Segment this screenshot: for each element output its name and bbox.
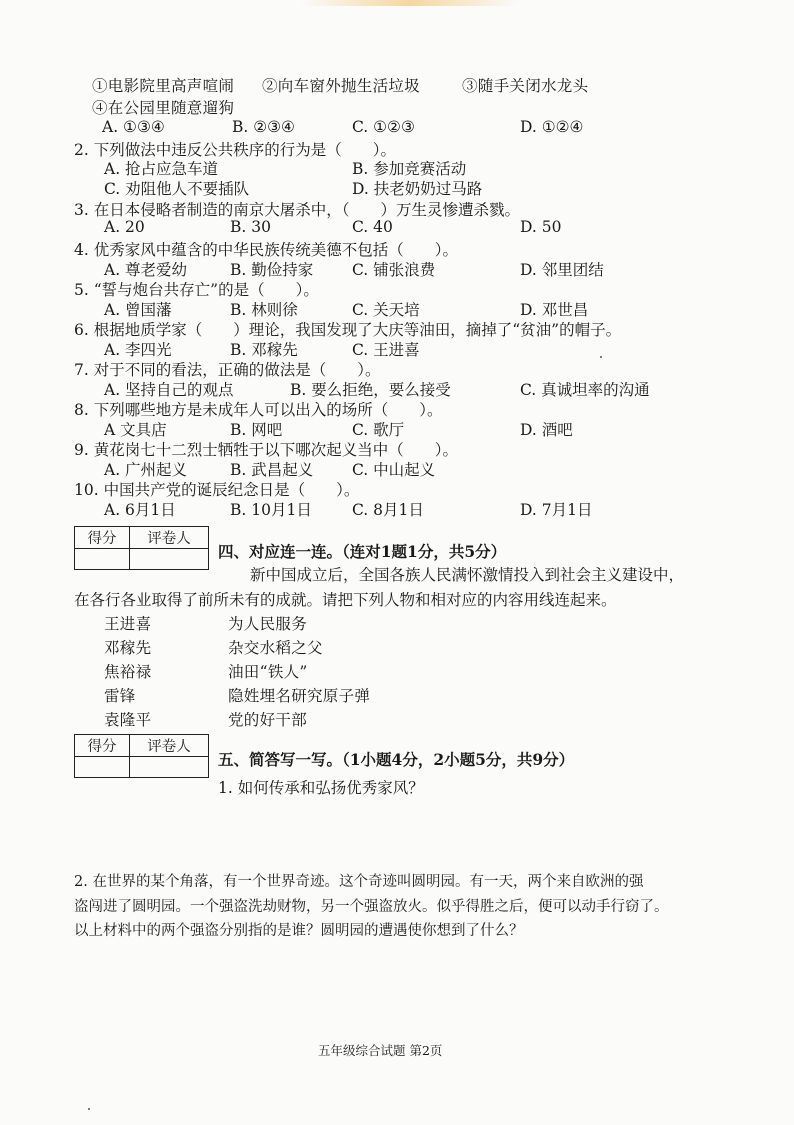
- q3-option-d: D. 50: [520, 218, 562, 236]
- q7-option-c: C. 真诚坦率的沟通: [520, 381, 650, 399]
- question-5: 5. “誓与炮台共存亡”的是（ ）。: [74, 281, 319, 299]
- q8-option-d: D. 酒吧: [520, 421, 573, 439]
- q4-option-b: B. 勤俭持家: [230, 261, 314, 279]
- score-table-section-4: [74, 526, 209, 570]
- grader-header: 评卷人: [130, 735, 209, 757]
- match-left-2[interactable]: 邓稼先: [104, 639, 152, 657]
- grader-cell[interactable]: [130, 757, 209, 778]
- q8-option-a: A 文具店: [104, 421, 167, 439]
- q10-option-c: C. 8月1日: [352, 501, 424, 519]
- q4-option-d: D. 邻里团结: [520, 261, 604, 279]
- question-6: 6. 根据地质学家（ ）理论，我国发现了大庆等油田，摘掉了“贫油”的帽子。: [74, 321, 622, 339]
- section-4-title: 四、对应连一连。（连对1题1分，共5分）: [218, 542, 507, 561]
- section-4-intro-line-1: 新中国成立后，全国各族人民满怀激情投入到社会主义建设中，: [250, 566, 685, 584]
- match-right-5[interactable]: 党的好干部: [228, 711, 308, 729]
- match-right-1[interactable]: 为人民服务: [228, 615, 308, 633]
- match-right-2[interactable]: 杂交水稻之父: [228, 639, 323, 657]
- q1-item-4: ④在公园里随意遛狗: [92, 99, 235, 117]
- q10-option-d: D. 7月1日: [520, 501, 593, 519]
- grader-header: 评卷人: [130, 527, 209, 549]
- q7-option-a: A. 坚持自己的观点: [104, 381, 234, 399]
- q9-option-b: B. 武昌起义: [230, 461, 314, 479]
- q2-option-c: C. 劝阻他人不要插队: [104, 180, 250, 198]
- q3-option-c: C. 40: [352, 218, 393, 236]
- section-5-title: 五、简答写一写。（1小题4分，2小题5分，共9分）: [218, 750, 575, 769]
- section-4-intro-line-2: 在各行各业取得了前所未有的成就。请把下列人物和相对应的内容用线连起来。: [74, 591, 617, 609]
- section-5-question-1: 1. 如何传承和弘扬优秀家风？: [218, 779, 424, 797]
- q1-option-b: B. ②③④: [232, 118, 295, 136]
- score-cell[interactable]: [75, 549, 130, 570]
- q8-option-b: B. 网吧: [230, 421, 283, 439]
- question-7: 7. 对于不同的看法，正确的做法是（ ）。: [74, 361, 381, 379]
- match-left-5[interactable]: 袁隆平: [104, 711, 152, 729]
- scan-artifact: [300, 0, 520, 6]
- score-header: 得分: [75, 527, 130, 549]
- question-4: 4. 优秀家风中蕴含的中华民族传统美德不包括（ ）。: [74, 241, 458, 259]
- scan-speck: [600, 356, 602, 358]
- q5-option-b: B. 林则徐: [230, 301, 298, 319]
- page-footer: 五年级综合试题 第2页: [318, 1043, 443, 1058]
- q8-option-c: C. 歌厅: [352, 421, 405, 439]
- match-left-4[interactable]: 雷锋: [104, 687, 136, 705]
- q6-option-c: C. 王进喜: [352, 341, 420, 359]
- match-left-3[interactable]: 焦裕禄: [104, 663, 152, 681]
- q10-option-a: A. 6月1日: [104, 501, 176, 519]
- question-8: 8. 下列哪些地方是未成年人可以出入的场所（ ）。: [74, 401, 443, 419]
- section-5-question-2-line-2: 盗闯进了圆明园。一个强盗洗劫财物，另一个强盗放火。似乎得胜之后，便可以动手行窃了。: [74, 899, 669, 915]
- q1-item-3: ③随手关闭水龙头: [462, 77, 589, 95]
- q3-option-b: B. 30: [230, 218, 271, 236]
- q1-option-c: C. ①②③: [352, 118, 415, 136]
- q5-option-d: D. 邓世昌: [520, 301, 589, 319]
- q5-option-c: C. 关天培: [352, 301, 420, 319]
- score-cell[interactable]: [75, 757, 130, 778]
- question-2: 2. 下列做法中违反公共秩序的行为是（ ）。: [74, 141, 396, 159]
- q7-option-b: B. 要么拒绝，要么接受: [290, 381, 451, 399]
- q2-option-d: D. 扶老奶奶过马路: [352, 180, 483, 198]
- q2-option-b: B. 参加竞赛活动: [352, 160, 467, 178]
- q1-item-2: ②向车窗外抛生活垃圾: [262, 77, 421, 95]
- match-left-1[interactable]: 王进喜: [104, 615, 152, 633]
- scan-speck: [88, 1108, 90, 1110]
- q9-option-a: A. 广州起义: [104, 461, 188, 479]
- match-right-3[interactable]: 油田“铁人”: [228, 663, 308, 681]
- score-table-section-5: [74, 734, 209, 778]
- q10-option-b: B. 10月1日: [230, 501, 312, 519]
- section-5-question-2-line-3: 以上材料中的两个强盗分别指的是谁？圆明园的遭遇使你想到了什么？: [74, 923, 524, 939]
- q3-option-a: A. 20: [104, 218, 145, 236]
- score-header: 得分: [75, 735, 130, 757]
- question-9: 9. 黄花岗七十二烈士牺牲于以下哪次起义当中（ ）。: [74, 441, 458, 459]
- question-10: 10. 中国共产党的诞辰纪念日是（ ）。: [74, 481, 360, 499]
- q4-option-c: C. 铺张浪费: [352, 261, 436, 279]
- q6-option-b: B. 邓稼先: [230, 341, 298, 359]
- section-5-question-2-line-1: 2. 在世界的某个角落，有一个世界奇迹。这个奇迹叫圆明园。有一天，两个来自欧洲的强: [74, 874, 644, 890]
- question-3: 3. 在日本侵略者制造的南京大屠杀中，（ ）万生灵惨遭杀戮。: [74, 201, 520, 219]
- q4-option-a: A. 尊老爱幼: [104, 261, 188, 279]
- q5-option-a: A. 曾国藩: [104, 301, 172, 319]
- q2-option-a: A. 抢占应急车道: [104, 160, 219, 178]
- q1-option-a: A. ①③④: [102, 118, 165, 136]
- match-right-4[interactable]: 隐姓埋名研究原子弹: [228, 687, 371, 705]
- grader-cell[interactable]: [130, 549, 209, 570]
- q1-option-d: D. ①②④: [520, 118, 584, 136]
- q1-item-1: ①电影院里高声喧闹: [92, 77, 235, 95]
- q6-option-a: A. 李四光: [104, 341, 172, 359]
- q9-option-c: C. 中山起义: [352, 461, 436, 479]
